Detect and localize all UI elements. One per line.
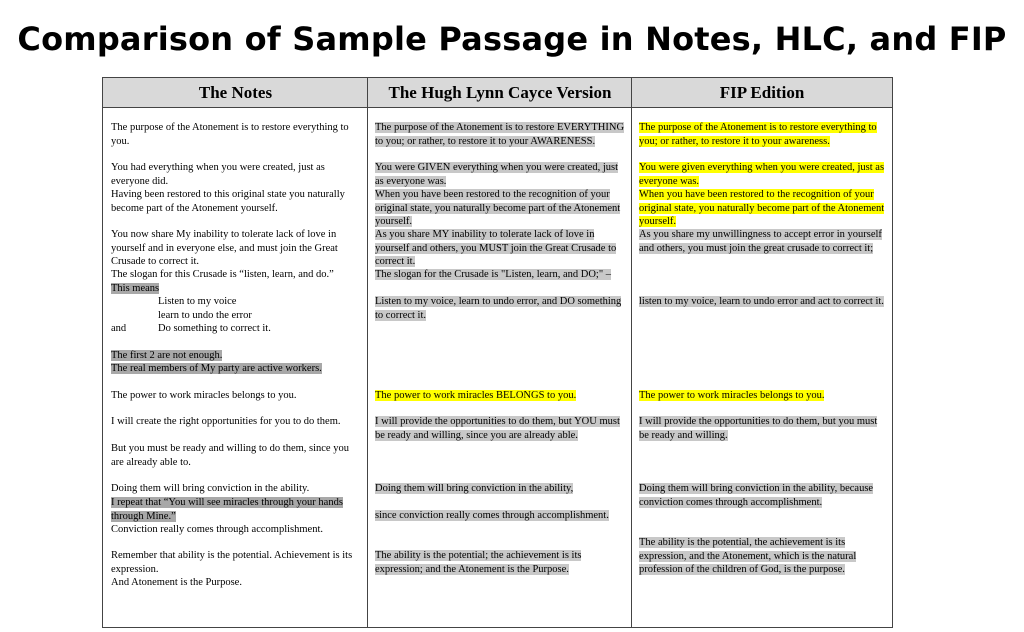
comparison-table [102, 77, 893, 628]
hlc-highlight: Listen to my voice, learn to undo error, and DO something to correct it. [375, 296, 622, 321]
hlc-highlight: The slogan for the Crusade is "Listen, learn, and DO;" – [375, 269, 612, 280]
fip-highlight: As you share my unwillingness to accept error in yourself and others, you must join the great crusade to correct it; [639, 229, 882, 254]
notes-indented-line: Do something to correct it. [158, 323, 271, 334]
notes-paragraph: Doing them will bring conviction in the ability. [111, 483, 310, 494]
fip-highlight: listen to my voice, learn to undo error and act to correct it. [639, 296, 884, 307]
header-fip: FIP Edition [632, 78, 892, 108]
fip-yellow-highlight: The power to work miracles belongs to you. [639, 390, 825, 401]
notes-paragraph: And Atonement is the Purpose. [111, 577, 242, 588]
notes-highlight: The real members of My party are active workers. [111, 363, 322, 374]
notes-highlight: This means [111, 283, 160, 294]
notes-paragraph: Having been restored to this original state you naturally become part of the Atonement yourself. [111, 189, 345, 214]
column-divider [631, 78, 632, 627]
hlc-highlight: When you have been restored to the recognition of your original state, you naturally become part of the Atonement yourself. [375, 189, 621, 227]
fip-yellow-highlight: The purpose of the Atonement is to restore everything to you; or rather, to restore it to your awareness. [639, 122, 877, 147]
notes-highlight: The first 2 are not enough. [111, 350, 223, 361]
notes-paragraph: The slogan for this Crusade is “listen, learn, and do.” [111, 269, 334, 280]
notes-paragraph: Remember that ability is the potential. Achievement is its expression. [111, 550, 353, 575]
notes-and-label: and [111, 323, 127, 334]
hlc-highlight: The ability is the potential; the achievement is its expression; and the Atonement is the Purpose. [375, 550, 582, 575]
notes-paragraph: The purpose of the Atonement is to restore everything to you. [111, 122, 349, 147]
fip-highlight: I will provide the opportunities to do them, but you must be ready and willing. [639, 416, 878, 441]
hlc-highlight: As you share MY inability to tolerate lack of love in yourself and others, you MUST join the Great Crusade to correct it. [375, 229, 617, 267]
hlc-highlight: You were GIVEN everything when you were created, just as everyone was. [375, 162, 618, 187]
notes-paragraph: The power to work miracles belongs to you. [111, 390, 297, 401]
fip-highlight: The ability is the potential, the achievement is its expression, and the Atonement, which is the natural profession of the children of God, is the purpose. [639, 537, 857, 575]
column-divider [367, 78, 368, 627]
hlc-highlight: The purpose of the Atonement is to restore EVERYTHING to you; or rather, to restore it to your AWARENESS. [375, 122, 625, 147]
notes-indented-line: learn to undo the error [158, 310, 252, 321]
header-hlc: The Hugh Lynn Cayce Version [368, 78, 632, 108]
fip-yellow-highlight: You were given everything when you were created, just as everyone was. [639, 162, 885, 187]
header-notes: The Notes [103, 78, 368, 108]
notes-highlight: I repeat that “You will see miracles through your hands through Mine.” [111, 497, 343, 522]
page-title: Comparison of Sample Passage in Notes, HLC, and FIP [17, 20, 1007, 58]
notes-paragraph: You now share My inability to tolerate lack of love in yourself and in everyone else, and must join the Great Crusade to correct it. [111, 229, 338, 267]
hlc-highlight: I will provide the opportunities to do them, but YOU must be ready and willing, since you are already able. [375, 416, 620, 441]
fip-highlight: Doing them will bring conviction in the ability, because conviction comes through accomplishment. [639, 483, 874, 508]
notes-paragraph: But you must be ready and willing to do them, since you are already able to. [111, 443, 349, 468]
notes-paragraph: I will create the right opportunities for you to do them. [111, 416, 341, 427]
hlc-highlight: Doing them will bring conviction in the ability, [375, 483, 574, 494]
notes-paragraph: Conviction really comes through accomplishment. [111, 524, 323, 535]
notes-indented-line: Listen to my voice [158, 296, 237, 307]
hlc-highlight: since conviction really comes through accomplishment. [375, 510, 609, 521]
fip-yellow-highlight: When you have been restored to the recognition of your original state, you naturally become part of the Atonement yourself. [639, 189, 885, 227]
hlc-yellow-highlight: The power to work miracles BELONGS to you. [375, 390, 577, 401]
notes-paragraph: You had everything when you were created, just as everyone did. [111, 162, 325, 187]
